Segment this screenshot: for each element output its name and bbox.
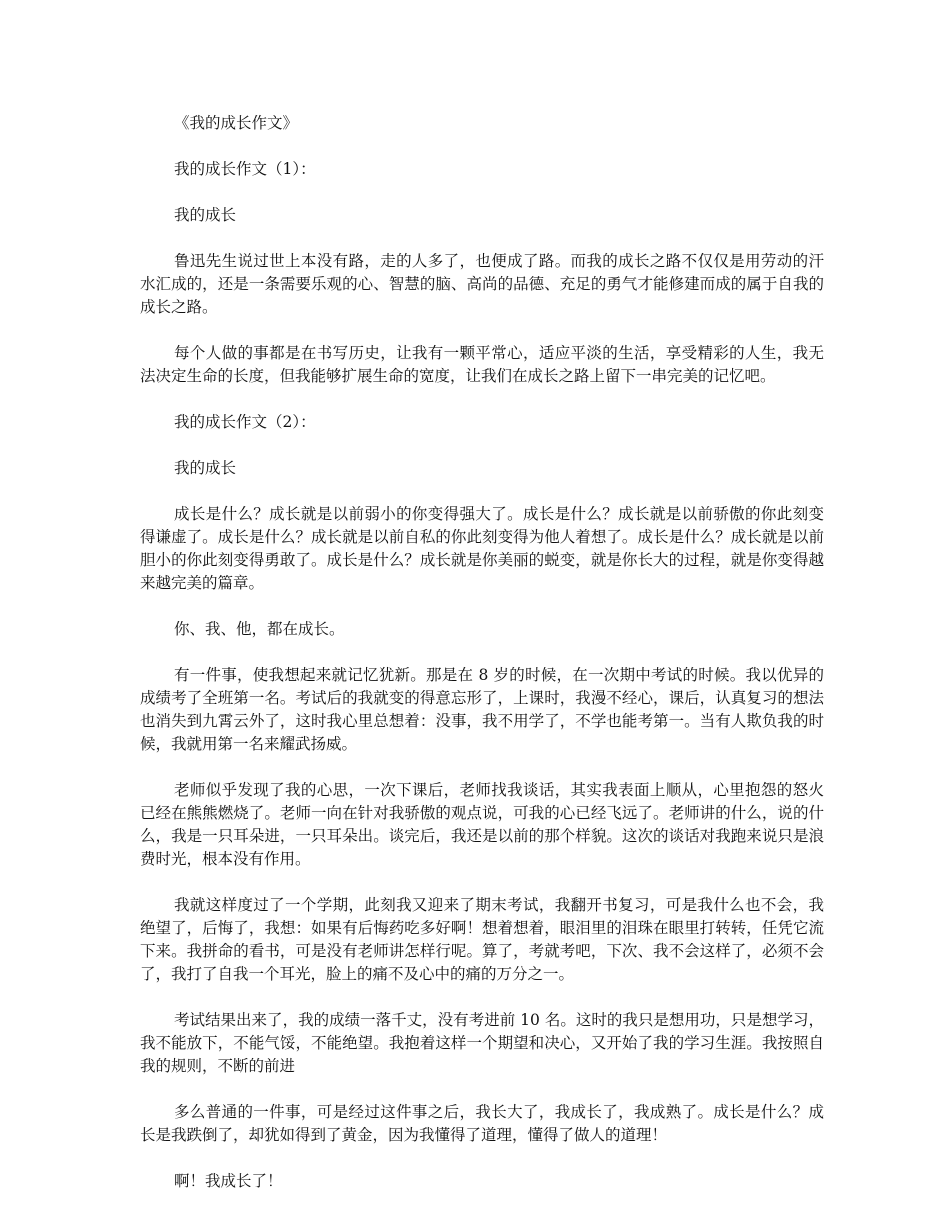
paragraph: 成长是什么？成长就是以前弱小的你变得强大了。成长是什么？成长就是以前骄傲的你此刻变得谦虚了。成长是什么？成长就是以前自私的你此刻变得为他人着想了。成长是什么？成长就是以前胆小的你此刻变得勇敢了。成长是什么？成长就是你美丽的蜕变，就是你长大的过程，就是你变得越来越完美的篇章。 — [140, 505, 824, 592]
section-heading-2: 我的成长作文（2）： — [174, 413, 316, 431]
paragraph: 我就这样度过了一个学期，此刻我又迎来了期末考试，我翻开书复习，可是我什么也不会，我绝望了，后悔了，我想：如果有后悔药吃多好啊！想着想着，眼泪里的泪珠在眼里打转转，任凭它流下来。我拼命的看书，可是没有老师讲怎样行呢。算了，考就考吧，下次、我不会这样了，必须不会了，我打了自我一个耳光，脸上的痛不及心中的痛的万分之一。 — [140, 896, 824, 983]
paragraph: 考试结果出来了，我的成绩一落千丈，没有考进前 10 名。这时的我只是想用功，只是想学习，我不能放下，不能气馁，不能绝望。我抱着这样一个期望和决心，又开始了我的学习生涯。我按照自我的规则，不断的前进 — [140, 1011, 824, 1075]
section-heading-1: 我的成长作文（1）： — [174, 160, 316, 178]
paragraph: 多么普通的一件事，可是经过这件事之后，我长大了，我成长了，我成熟了。成长是什么？成长是我跌倒了，却犹如得到了黄金，因为我懂得了道理，懂得了做人的道理！ — [140, 1103, 824, 1144]
paragraph: 你、我、他，都在成长。 — [174, 620, 345, 638]
paragraph: 每个人做的事都是在书写历史，让我有一颗平常心，适应平淡的生活，享受精彩的人生，我无法决定生命的长度，但我能够扩展生命的宽度，让我们在成长之路上留下一串完美的记忆吧。 — [140, 344, 824, 385]
essay-title-2: 我的成长 — [174, 459, 237, 477]
doc-title: 《我的成长作文》 — [174, 114, 299, 132]
paragraph: 啊！我成长了！ — [174, 1172, 283, 1190]
paragraph: 老师似乎发现了我的心思，一次下课后，老师找我谈话，其实我表面上顺从，心里抱怨的怒火已经在熊熊燃烧了。老师一向在针对我骄傲的观点说，可我的心已经飞远了。老师讲的什么，说的什么，我是一只耳朵进，一只耳朵出。谈完后，我还是以前的那个样貌。这次的谈话对我跑来说只是浪费时光，根本没有作用。 — [140, 781, 824, 868]
paragraph: 有一件事，使我想起来就记忆犹新。那是在 8 岁的时候，在一次期中考试的时候。我以优异的成绩考了全班第一名。考试后的我就变的得意忘形了，上课时，我漫不经心，课后，认真复习的想法也消失到九霄云外了，这时我心里总想着：没事，我不用学了，不学也能考第一。当有人欺负我的时候，我就用第一名来耀武扬威。 — [140, 666, 824, 753]
paragraph: 鲁迅先生说过世上本没有路，走的人多了，也便成了路。而我的成长之路不仅仅是用劳动的汗水汇成的，还是一条需要乐观的心、智慧的脑、高尚的品德、充足的勇气才能修建而成的属于自我的成长之路。 — [140, 252, 824, 316]
document-page — [140, 112, 824, 1193]
essay-title-1: 我的成长 — [174, 206, 237, 224]
